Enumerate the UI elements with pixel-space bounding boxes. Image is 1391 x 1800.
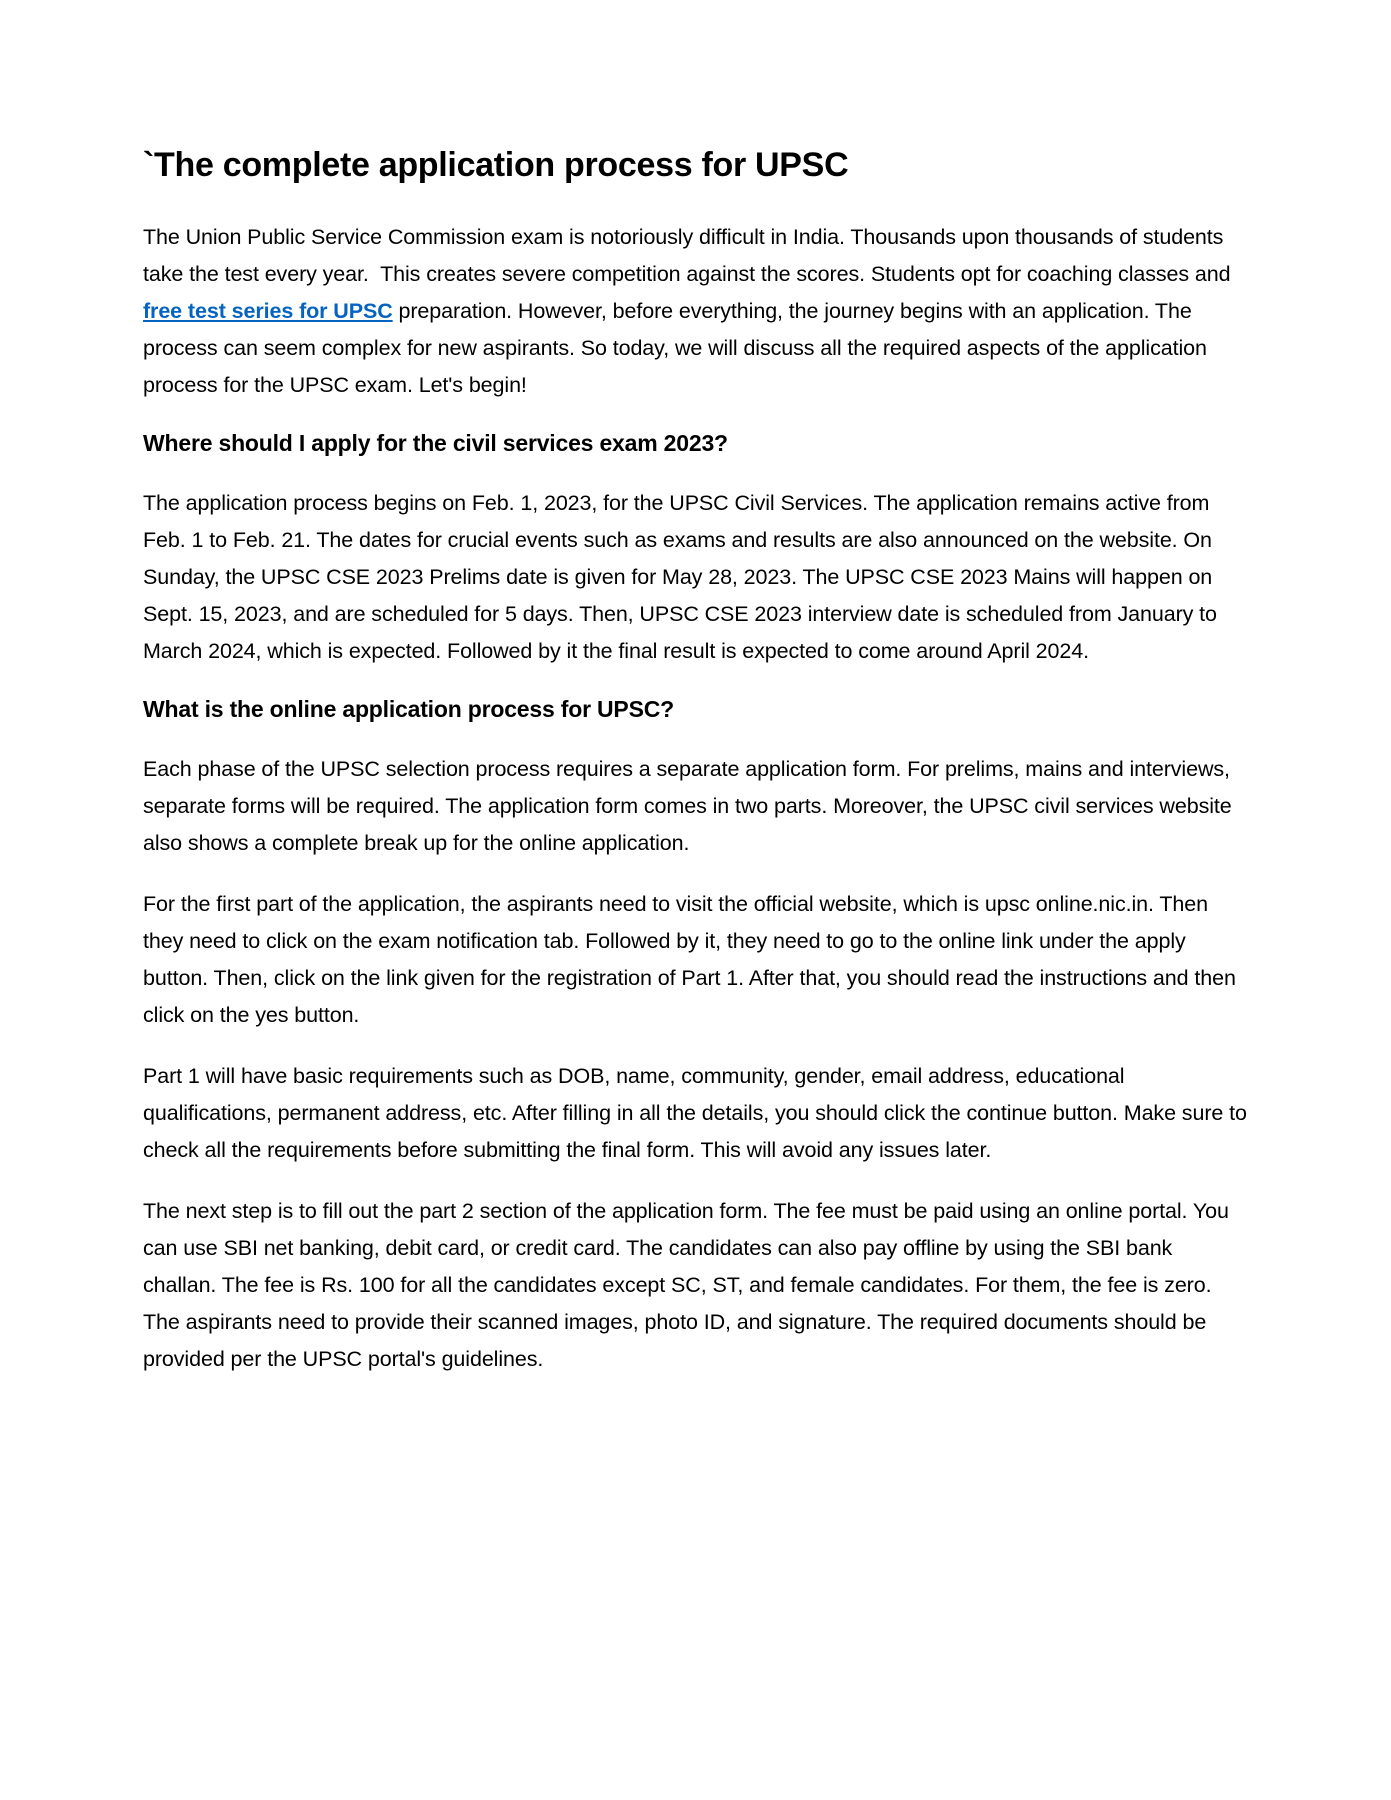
heading-where-to-apply: Where should I apply for the civil services exam 2023? <box>143 430 728 456</box>
paragraph-application-dates: The application process begins on Feb. 1, 2023, for the UPSC Civil Services. The application remains active from Feb. 1 to Feb. 21. The dates for crucial events such as exams and results are also announced on the website. On Sunday, the UPSC CSE 2023 Prelims date is given for May 28, 2023. The UPSC CSE 2023 Mains will happen on Sept. 15, 2023, and are scheduled for 5 days. Then, UPSC CSE 2023 interview date is scheduled from January to March 2024, which is expected. Followed by it the final result is expected to come around April 2024. <box>143 491 1223 663</box>
intro-text-before-link: The Union Public Service Commission exam is notoriously difficult in India. Thousands upon thousands of students take the test every year. This creates severe competition against the scores. Students opt for coaching classes and <box>143 225 1237 286</box>
page-title: `The complete application process for UPSC <box>143 146 849 184</box>
paragraph-part2-fees: The next step is to fill out the part 2 section of the application form. The fee must be paid using an online portal. You can use SBI net banking, debit card, or credit card. The candidates can also pay offline by using the SBI bank challan. The fee is Rs. 100 for all the candidates except SC, ST, and female candidates. For them, the fee is zero. The aspirants need to provide their scanned images, photo ID, and signature. The required documents should be provided per the UPSC portal's guidelines. <box>143 1199 1235 1371</box>
paragraph-part1-requirements: Part 1 will have basic requirements such as DOB, name, community, gender, email address, educational qualifications, permanent address, etc. After filling in all the details, you should click the continue button. Make sure to check all the requirements before submitting the final form. This will avoid any issues later. <box>143 1064 1253 1162</box>
heading-online-application-process: What is the online application process for UPSC? <box>143 696 674 722</box>
free-test-series-link[interactable]: free test series for UPSC <box>143 299 393 323</box>
paragraph-part1-steps: For the first part of the application, the aspirants need to visit the official website, which is upsc online.nic.in. Then they need to click on the exam notification tab. Followed by it, they need to go to the online link under the apply button. Then, click on the link given for the registration of Part 1. After that, you should read the instructions and then click on the yes button. <box>143 892 1242 1027</box>
paragraph-application-phases: Each phase of the UPSC selection process requires a separate application form. For prelims, mains and interviews, separate forms will be required. The application form comes in two parts. Moreover, the UPSC civil services website also shows a complete break up for the online application. <box>143 757 1238 855</box>
intro-paragraph <box>143 219 1248 404</box>
intro-text-after-link: preparation. However, before everything, the journey begins with an application. The process can seem complex for new aspirants. So today, we will discuss all the required aspects of the application process for the UPSC exam. Let's begin! <box>143 299 1213 397</box>
